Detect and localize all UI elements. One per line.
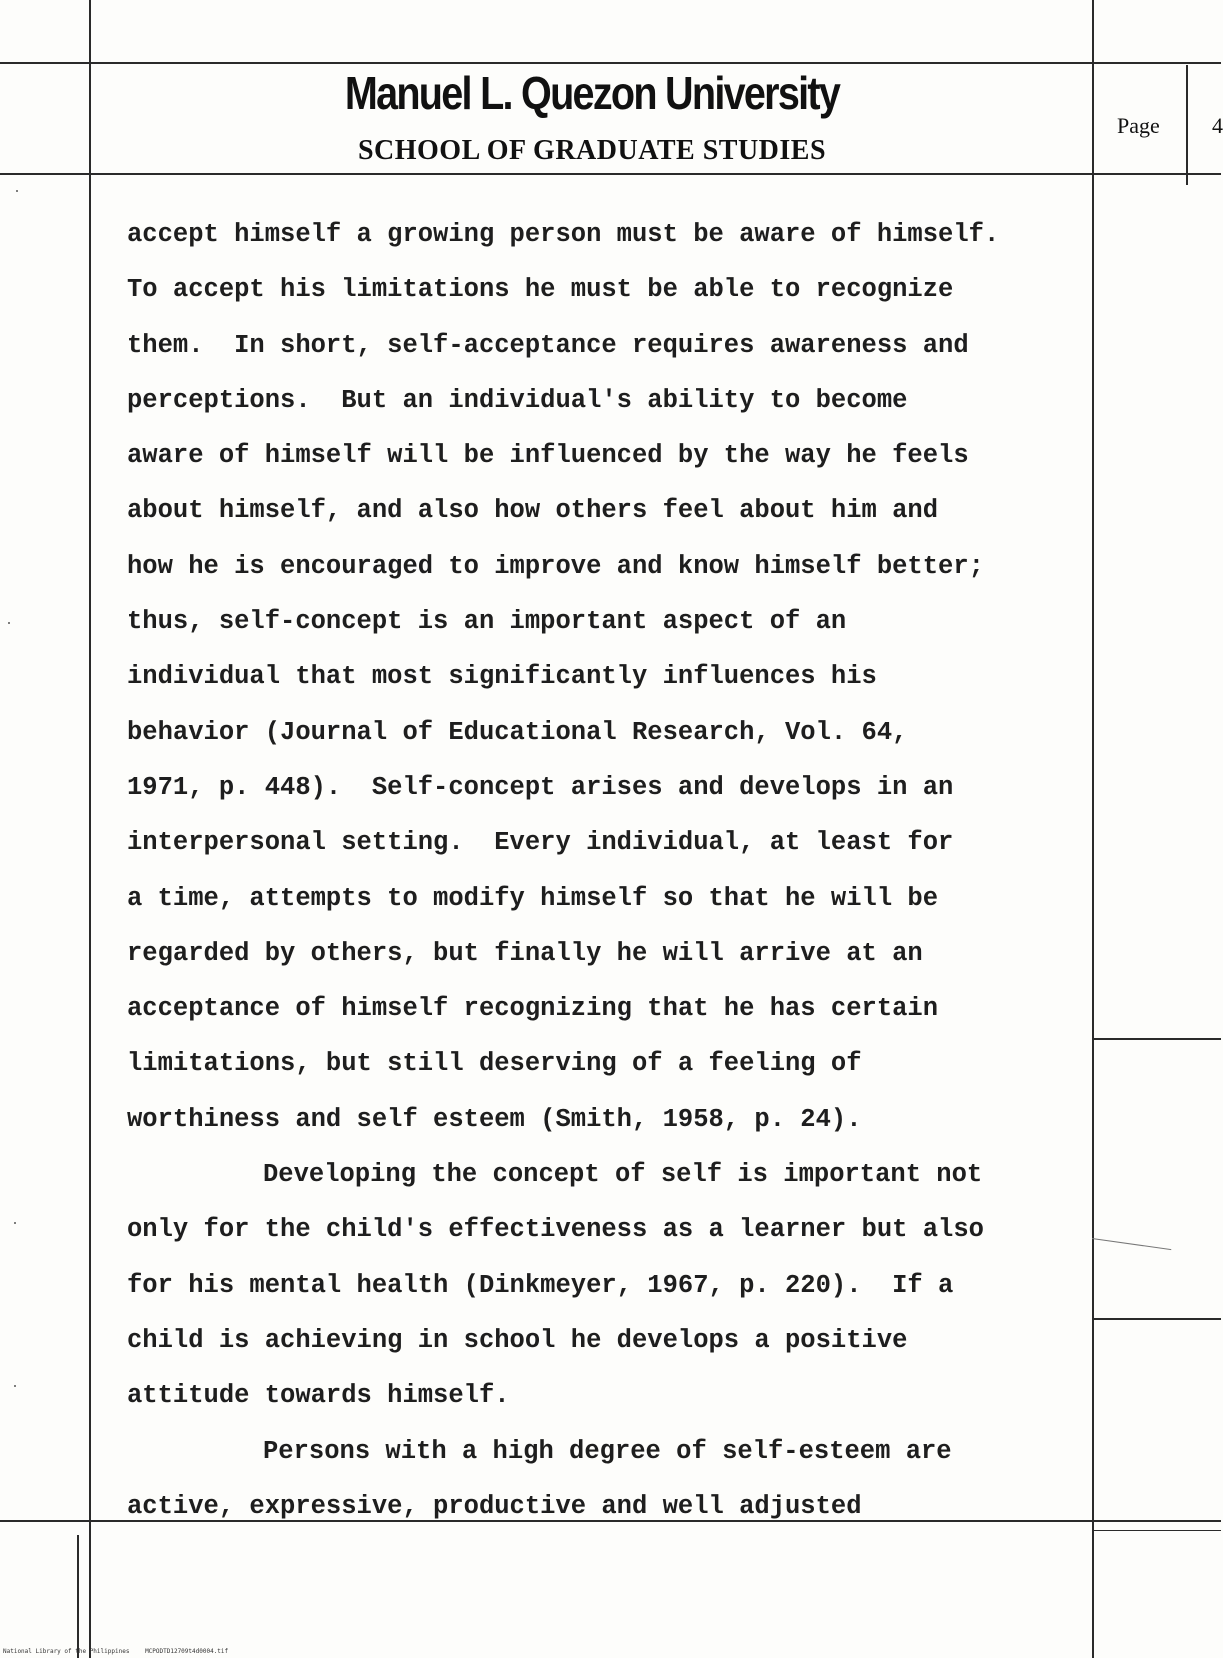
body-line: interpersonal setting. Every individual, at least for [127,828,954,858]
right-column-rule-1 [1092,1038,1221,1040]
body-line: child is achieving in school he develops a positive [127,1325,908,1355]
header-top-rule [0,62,1221,64]
scan-speck [16,190,18,192]
scan-speck [14,1385,16,1387]
body-line: perceptions. But an individual's ability to become [127,385,908,415]
body-line: how he is encouraged to improve and know himself better; [127,551,984,581]
library-credit: National Library of the Philippines [3,1648,130,1655]
page-label: Page [1117,113,1160,138]
page-number: 4 [1212,113,1223,138]
body-line: limitations, but still deserving of a feeling of [127,1049,862,1079]
body-line: active, expressive, productive and well adjusted [127,1491,862,1521]
footer-rule-right [1092,1530,1221,1531]
stray-pen-mark [1092,1238,1171,1250]
scan-footer [3,1648,240,1655]
body-line: Developing the concept of self is important not [263,1160,983,1190]
header-bottom-rule [0,173,1221,175]
right-margin-rule [1092,0,1094,1658]
body-line: Persons with a high degree of self-esteem are [263,1436,952,1466]
typed-body-text [127,207,1087,1534]
body-line: a time, attempts to modify himself so that he will be [127,883,939,913]
scan-speck [8,622,10,624]
page-box-right-rule [1186,65,1188,185]
university-title: Manuel L. Quezon University [344,67,840,119]
body-line: aware of himself will be influenced by the way he feels [127,441,969,471]
inner-left-rule [77,1535,79,1658]
school-subtitle: SCHOOL OF GRADUATE STUDIES [357,135,827,166]
body-line: individual that most significantly influences his [127,662,877,692]
left-margin-rule [89,0,91,1658]
body-line: regarded by others, but finally he will arrive at an [127,938,923,968]
body-line: accept himself a growing person must be aware of himself. [127,220,1000,249]
body-line: acceptance of himself recognizing that he has certain [127,994,939,1024]
scan-speck [14,1222,16,1224]
body-line: worthiness and self esteem (Smith, 1958, p. 24). [127,1104,862,1134]
body-line: only for the child's effectiveness as a learner but also [127,1215,984,1245]
body-line: for his mental health (Dinkmeyer, 1967, p. 220). If a [127,1270,954,1300]
body-line: 1971, p. 448). Self-concept arises and develops in an [127,772,954,802]
body-line: behavior (Journal of Educational Research, Vol. 64, [127,717,908,747]
body-line: thus, self-concept is an important aspect of an [127,607,847,637]
body-line: them. In short, self-acceptance requires awareness and [127,330,969,360]
body-line: To accept his limitations he must be able to recognize [127,275,954,305]
body-line: about himself, and also how others feel about him and [127,496,939,526]
body-line: attitude towards himself. [127,1381,510,1411]
file-id: MCPODTD12709t4d0004.tif [145,1648,229,1655]
right-column-rule-2 [1092,1318,1221,1320]
